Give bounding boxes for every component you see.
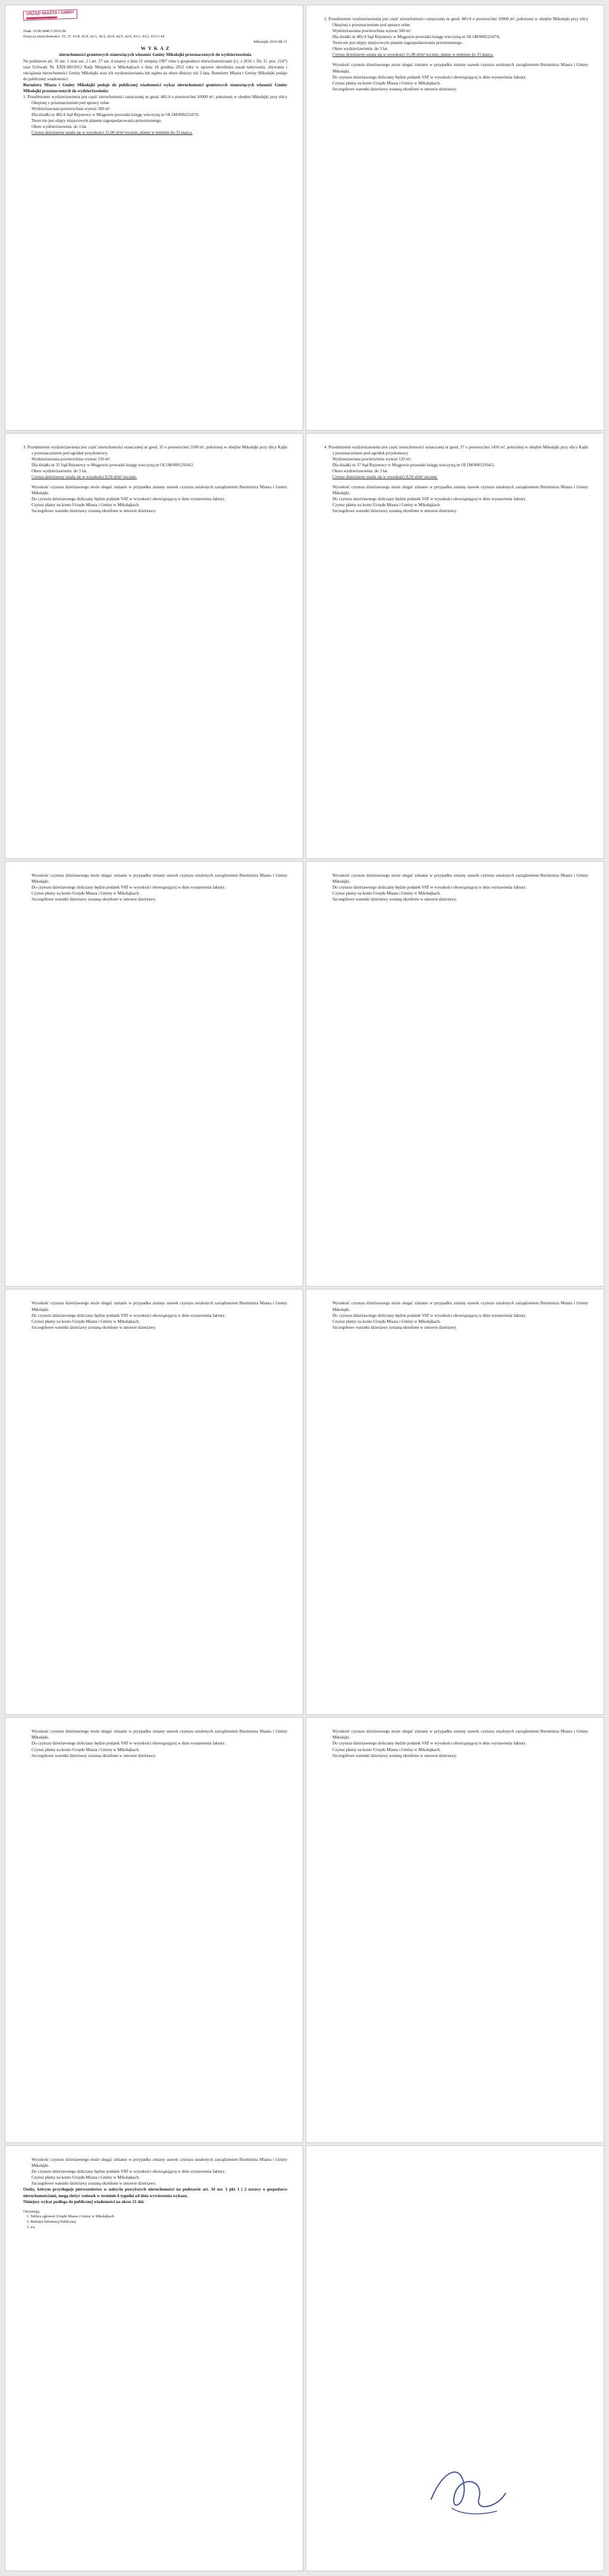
publication-period: Niniejszy wykaz podlega do publicznej wiadomości na okres 21 dni. (23, 2199, 145, 2204)
list-item (23, 444, 287, 480)
rent-terms (23, 2157, 287, 2186)
distribution-list (23, 2210, 287, 2230)
item-line: Okres wydzierżawienia: do 3 lat. (32, 124, 87, 130)
terms-line: Szczegółowe warunki dzierżawy zostaną określone w umowie dzierżawy. (332, 896, 457, 902)
terms-line: Do czynszu dzierżawnego doliczany będzie podatek VAT w wysokości obowiązującej w dniu wystawienia faktury. (332, 884, 527, 890)
terms-line: Szczegółowe warunki dzierżawy zostaną określone w umowie dzierżawy. (332, 1753, 457, 1758)
terms-line: Do czynszu dzierżawnego doliczany będzie podatek VAT w wysokości obowiązującej w dniu wystawienia faktury. (32, 497, 226, 502)
page-5 (5, 861, 303, 1287)
item-line: Wydzierżawiana powierzchnia wynosi 500 m². (32, 106, 111, 112)
page-10 (306, 1717, 604, 2143)
office-stamp (23, 9, 78, 20)
rent-terms (324, 62, 588, 92)
terms-line: Czynsz płatny na konto Urzędu Miasta i Gminy w Mikołajkach. (332, 503, 441, 508)
document-pages (5, 5, 604, 2571)
rent-terms (23, 484, 287, 514)
terms-line: Wysokość czynszu dzierżawnego może ulegać zmianie w przypadku zmiany stawek czynszu ustalonych zarządzeniem Burmistrza Miasta i Gminy Mikołajki. (32, 873, 287, 884)
terms-line: Szczegółowe warunki dzierżawy zostaną określone w umowie dzierżawy. (332, 509, 457, 514)
terms-line: Wysokość czynszu dzierżawnego może ulegać zmianie w przypadku zmiany stawek czynszu ustalonych zarządzeniem Burmistrza Miasta i Gminy Mikołajki. (32, 2157, 287, 2169)
terms-line: Czynsz płatny na konto Urzędu Miasta i Gminy w Mikołajkach. (332, 80, 441, 86)
list-item (324, 444, 588, 480)
terms-line: Czynsz płatny na konto Urzędu Miasta i Gminy w Mikołajkach. (332, 1319, 441, 1324)
page-4 (306, 433, 604, 859)
rent-terms (324, 484, 588, 514)
rent-terms (23, 1728, 287, 1758)
item-lead: 4. Przedmiotem wydzierżawienia jest część nieruchomości oznaczonej nr geod. 37 o powierzchni 1450 m², położonej w obrębie Mikołajki przy ulicy Kajki z przeznaczeniem pod ogródek przydomowy. (324, 444, 588, 456)
terms-line: Szczegółowe warunki dzierżawy zostaną określone w umowie dzierżawy. (32, 1325, 156, 1330)
terms-line: Czynsz płatny na konto Urzędu Miasta i Gminy w Mikołajkach. (32, 2175, 140, 2180)
terms-line: Wysokość czynszu dzierżawnego może ulegać zmianie w przypadku zmiany stawek czynszu ustalonych zarządzeniem Burmistrza Miasta i Gminy Mikołajki. (32, 1729, 287, 1740)
item-line: Dla działki nr 481/4 Sąd Rejonowy w Mrągowie prowadzi księgę wieczystą nr OL1M/00022547/6. (32, 112, 200, 118)
terms-line: Czynsz płatny na konto Urzędu Miasta i Gminy w Mikołajkach. (32, 1747, 140, 1752)
page-2 (306, 5, 604, 431)
list-item (23, 94, 287, 136)
terms-line: Do czynszu dzierżawnego doliczany będzie podatek VAT w wysokości obowiązującej w dniu wystawienia faktury. (32, 1741, 226, 1746)
item-line: Okres wydzierżawienia: do 3 lat. (332, 46, 388, 52)
item-line: Wydzierżawiana powierzchnia wynosi 120 m². (332, 456, 412, 462)
intro-paragraph: Na podstawie art. 35 ust. 1 oraz ust. 2 i art. 37 ust. 4 ustawy z dnia 21 sierpnia 1997 roku o gospodarce nieruchomościami (t.j. z 2016 r. Dz. U. poz. 2147) oraz Uchwały Nr XXII/180/2012 Rady Miejskiej w Mikołajkach z dnia 18 grudnia 2012 roku w sprawie określenia zasad nabywania, zbywania i obciążania nieruchomości Gminy Mikołajki oraz ich wydzierżawiania lub najmu na okres dłuższy niż 3 lata, Burmistrz Miasta i Gminy Mikołajki podaje do publicznej wiadomości: (23, 58, 287, 81)
terms-line: Wysokość czynszu dzierżawnego może ulegać zmianie w przypadku zmiany stawek czynszu ustalonych zarządzeniem Burmistrza Miasta i Gminy Mikołajki. (332, 1729, 588, 1740)
terms-line: Czynsz płatny na konto Urzędu Miasta i Gminy w Mikołajkach. (332, 1747, 441, 1752)
page-6 (306, 861, 604, 1287)
reference-subject: Dotyczy nieruchomości: 35, 37, 41/8, 41/9, 42/1, 42/2, 42/4, 42/5, 42/6, 43/1, 43/2, 43/3 i 44 (23, 34, 165, 39)
rent-terms (324, 1728, 588, 1758)
page-8 (306, 1289, 604, 1715)
item-line: Wydzierżawiana powierzchnia wynosi 150 m². (32, 456, 111, 462)
page-1 (5, 5, 303, 431)
stamp-bar (26, 16, 57, 19)
terms-line: Szczegółowe warunki dzierżawy zostaną określone w umowie dzierżawy. (32, 1753, 156, 1758)
terms-line: Wysokość czynszu dzierżawnego może ulegać zmianie w przypadku zmiany stawek czynszu ustalonych zarządzeniem Burmistrza Miasta i Gminy Mikołajki. (332, 1301, 588, 1312)
terms-line: Do czynszu dzierżawnego doliczany będzie podatek VAT w wysokości obowiązującej w dniu wystawienia faktury. (332, 74, 527, 80)
terms-line: Do czynszu dzierżawnego doliczany będzie podatek VAT w wysokości obowiązującej w dniu wystawienia faktury. (32, 1313, 226, 1318)
terms-line: Szczegółowe warunki dzierżawy zostaną określone w umowie dzierżawy. (332, 1325, 457, 1330)
item-lead: 1. Przedmiotem wydzierżawienia jest część nieruchomości oznaczonej nr geod. 481/4 o powierzchni 10000 m², położonej w obrębie Mikołajki przy ulicy Okrężnej z przeznaczeniem pod uprawy rolne. (23, 95, 287, 106)
preemption-notice: Osoby, którym przysługuje pierwszeństwo w nabyciu powyższych nieruchomości na podstawie art. 34 ust. 1 pkt 1 i 2 ustawy o gospodarce nieruchomościami, mogą złożyć wniosek w terminie 6 tygodni od dnia wywieszenia wykazu. (23, 2187, 287, 2198)
terms-line: Wysokość czynszu dzierżawnego może ulegać zmianie w przypadku zmiany stawek czynszu ustalonych zarządzeniem Burmistrza Miasta i Gminy Mikołajki. (32, 485, 287, 496)
page-12 (306, 2145, 604, 2571)
page-7 (5, 1289, 303, 1715)
reference-number: Znak: GGR.6840.5.2016.JK (23, 29, 67, 33)
item-line: Czynsz dzierżawny ustala się w wysokości 0,50 zł/m² rocznie. (32, 475, 137, 480)
terms-line: Szczegółowe warunki dzierżawy zostaną określone w umowie dzierżawy. (32, 2181, 156, 2186)
list-item (324, 16, 588, 58)
item-line: Wydzierżawiana powierzchnia wynosi 500 m². (332, 29, 412, 34)
handwritten-signature (342, 2458, 580, 2529)
item-lead: 3. Przedmiotem wydzierżawienia jest część nieruchomości oznaczonej nr geod. 35 o powierzchni 2100 m², położonej w obrębie Mikołajki przy ulicy Kajki z przeznaczeniem pod ogródek przydomowy. (23, 444, 287, 456)
distribution-heading: Otrzymują: (23, 2209, 40, 2214)
item-line: Okres wydzierżawienia: do 3 lat. (32, 469, 87, 474)
rent-terms (23, 1300, 287, 1330)
item-line: Dla działki nr 481/4 Sąd Rejonowy w Mrągowie prowadzi księgę wieczystą nr OL1M/00022547/6. (332, 34, 501, 40)
terms-line: Wysokość czynszu dzierżawnego może ulegać zmianie w przypadku zmiany stawek czynszu ustalonych zarządzeniem Burmistrza Miasta i Gminy Mikołajki. (332, 62, 588, 74)
terms-line: Czynsz płatny na konto Urzędu Miasta i Gminy w Mikołajkach. (32, 503, 140, 508)
terms-line: Do czynszu dzierżawnego doliczany będzie podatek VAT w wysokości obowiązującej w dniu wystawienia faktury. (332, 497, 527, 502)
item-line: Czynsz dzierżawny ustala się w wysokości 11,00 zł/m² rocznie, płatny w terminie do 31 marca. (32, 130, 193, 136)
terms-line: Do czynszu dzierżawnego doliczany będzie podatek VAT w wysokości obowiązującej w dniu wystawienia faktury. (332, 1313, 527, 1318)
terms-line: Szczegółowe warunki dzierżawy zostaną określone w umowie dzierżawy. (32, 509, 156, 514)
distribution-entry: 3. a/a (27, 2225, 35, 2230)
item-line: Okres wydzierżawienia: do 3 lat. (332, 469, 388, 474)
terms-line: Czynsz płatny na konto Urzędu Miasta i Gminy w Mikołajkach. (32, 1319, 140, 1324)
document-date: Mikołajki 2016-08-31 (253, 40, 287, 45)
announcement-paragraph: Burmistrz Miasta i Gminy Mikołajki podaje do publicznej wiadomości wykaz nieruchomości gruntowych stanowiących własność Gminy Mikołajki przeznaczonych do wydzierżawienia: (23, 82, 287, 93)
page-11 (5, 2145, 303, 2571)
terms-line: Szczegółowe warunki dzierżawy zostaną określone w umowie dzierżawy. (32, 896, 156, 902)
terms-line: Szczegółowe warunki dzierżawy zostaną określone w umowie dzierżawy. (332, 86, 457, 92)
terms-line: Wysokość czynszu dzierżawnego może ulegać zmianie w przypadku zmiany stawek czynszu ustalonych zarządzeniem Burmistrza Miasta i Gminy Mikołajki. (332, 873, 588, 884)
terms-line: Czynsz płatny na konto Urzędu Miasta i Gminy w Mikołajkach. (32, 890, 140, 896)
item-line: Teren nie jest objęty miejscowym planem zagospodarowania przestrzennego. (332, 40, 463, 46)
item-lead: 2. Przedmiotem wydzierżawienia jest część nieruchomości oznaczonej nr geod. 481/4 o powierzchni 10000 m², położonej w obrębie Mikołajki przy ulicy Okrężnej z przeznaczeniem pod uprawy rolne. (324, 17, 588, 28)
rent-terms (324, 1300, 588, 1330)
document-subtitle: nieruchomości gruntowych stanowiących własność Gminy Mikołajki przeznaczonych do wydzierżawienia (59, 52, 252, 58)
terms-line: Wysokość czynszu dzierżawnego może ulegać zmianie w przypadku zmiany stawek czynszu ustalonych zarządzeniem Burmistrza Miasta i Gminy Mikołajki. (32, 1301, 287, 1312)
distribution-entry: 1. Tablica ogłoszeń Urzędu Miasta i Gminy w Mikołajkach (27, 2214, 114, 2219)
terms-line: Do czynszu dzierżawnego doliczany będzie podatek VAT w wysokości obowiązującej w dniu wystawienia faktury. (332, 1741, 527, 1746)
terms-line: Do czynszu dzierżawnego doliczany będzie podatek VAT w wysokości obowiązującej w dniu wystawienia faktury. (32, 2169, 226, 2175)
signature-drawing (342, 2458, 580, 2529)
item-line: Teren nie jest objęty miejscowym planem zagospodarowania przestrzennego. (32, 118, 162, 124)
terms-line: Wysokość czynszu dzierżawnego może ulegać zmianie w przypadku zmiany stawek czynszu ustalonych zarządzeniem Burmistrza Miasta i Gminy Mikołajki. (332, 485, 588, 496)
item-line: Czynsz dzierżawny ustala się w wysokości 11,00 zł/m² rocznie, płatny w terminie do 31 marca. (332, 52, 494, 58)
stamp-text: URZĄD MIASTA I GMINY (26, 10, 75, 17)
terms-line: Do czynszu dzierżawnego doliczany będzie podatek VAT w wysokości obowiązującej w dniu wystawienia faktury. (32, 884, 226, 890)
page-3 (5, 433, 303, 859)
item-line: Dla działki nr 37 Sąd Rejonowy w Mrągowie prowadzi księgę wieczystą nr OL1M/00012934/2. (332, 463, 495, 468)
rent-terms (23, 873, 287, 902)
terms-line: Czynsz płatny na konto Urzędu Miasta i Gminy w Mikołajkach. (332, 890, 441, 896)
item-line: Dla działki nr 35 Sąd Rejonowy w Mrągowie prowadzi księgę wieczystą nr OL1M/00012934/2. (32, 463, 194, 468)
page-9 (5, 1717, 303, 2143)
item-line: Czynsz dzierżawny ustala się w wysokości 0,50 zł/m² rocznie. (332, 475, 438, 480)
document-title: W Y K A Z (140, 45, 170, 52)
rent-terms (324, 873, 588, 902)
distribution-entry: 2. Biuletyn Informacji Publicznej (27, 2220, 76, 2224)
